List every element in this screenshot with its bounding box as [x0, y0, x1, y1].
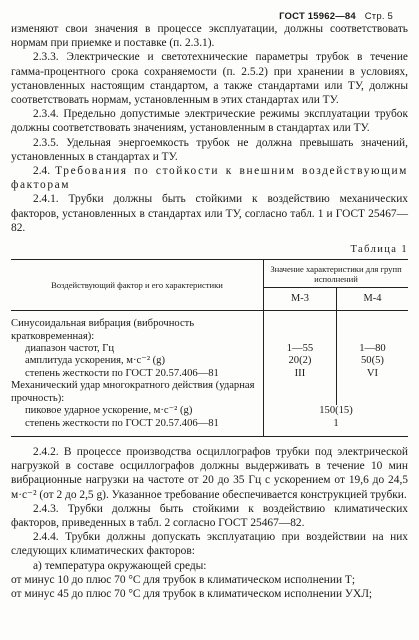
- table-cell: амплитуда ускорения, м·с⁻² (g): [25, 355, 166, 367]
- table-cell: 1—80: [336, 343, 408, 355]
- section-title: Требования по стойкости к внешним воздействующим факторам: [11, 165, 408, 192]
- paragraph: изменяют свои значения в процессе эксплуатации, должны соответствовать нормам при приемке и поставке (п. 2.3.1).: [11, 23, 408, 50]
- paragraph: 2.4.3. Трубки должны быть стойкими к воздействию климатических факторов, приведенных в табл. 2 согласно ГОСТ 25467—82.: [11, 502, 408, 529]
- table-caption: Таблица 1: [350, 244, 408, 256]
- table-cell: [264, 311, 337, 343]
- table-row: [11, 418, 408, 437]
- table-row: [11, 380, 408, 405]
- table-row: [11, 405, 408, 417]
- table-row: [11, 311, 408, 343]
- document-body: [11, 22, 408, 601]
- table-cell: 20(2): [264, 355, 337, 367]
- table-cell: VI: [336, 368, 408, 380]
- table-row: [11, 343, 408, 355]
- table-cell: 50(5): [336, 355, 408, 367]
- paragraph: 2.4.2. В процессе производства осциллографов трубки под электрической нагрузкой в составе осциллографов должны выдерживать в течение 10 мин вибрационные нагрузки на частоте от 20 до 35 Гц с ускорением от 19,6 до 24,5 м·с⁻² (от 2 до 2,5 g). Указанное требование обеспечивается конструкцией трубки.: [11, 445, 408, 501]
- table-cell: 1—55: [264, 343, 337, 355]
- page-number: Стр. 5: [364, 11, 393, 22]
- column-header-m4: М-4: [336, 288, 408, 311]
- paragraph: 2.3.4. Предельно допустимые электрические режимы эксплуатации трубок должны соответствовать значениям, установленным в стандартах или ТУ.: [11, 108, 408, 135]
- column-header-group: Значение характеристики для групп исполнений: [264, 260, 409, 288]
- table-cell-merged: 150(15): [264, 405, 409, 417]
- table-cell: степень жесткости по ГОСТ 20.57.406—81: [25, 367, 219, 379]
- standard-number: ГОСТ 15962—84: [279, 11, 356, 22]
- table-cell: пиковое ударное ускорение, м·с⁻² (g): [25, 405, 193, 417]
- table-row: [11, 355, 408, 367]
- paragraph: 2.3.5. Удельная энергоемкость трубок не должна превышать значений, установленных в стандартах и ТУ.: [11, 136, 408, 163]
- paragraph: а) температура окружающей среды:: [33, 559, 207, 572]
- table-cell: Механический удар многократного действия (ударная прочность):: [11, 380, 255, 404]
- table-cell: диапазон частот, Гц: [25, 343, 115, 355]
- table-cell: [336, 311, 408, 343]
- column-header-factor: Воздействующий фактор и его характеристики: [11, 260, 264, 311]
- mechanical-factors-table: [11, 259, 408, 437]
- paragraph: 2.4.1. Трубки должны быть стойкими к воздействию механических факторов, установленных в стандартах или ТУ, согласно табл. 1 и ГОСТ 25467—82.: [11, 193, 408, 234]
- table-cell: степень жесткости по ГОСТ 20.57.406—81: [11, 418, 264, 437]
- section-number: 2.4.: [33, 165, 51, 178]
- list-item: от минус 10 до плюс 70 °С для трубок в климатическом исполнении Т;: [11, 573, 356, 586]
- table-cell: [336, 380, 408, 405]
- table-cell-merged: 1: [264, 418, 409, 437]
- table-cell: [264, 380, 337, 405]
- paragraph: 2.4.4. Трубки должны допускать эксплуатацию при воздействии на них следующих климатических факторов:: [11, 531, 408, 558]
- column-header-m3: М-3: [264, 288, 337, 311]
- table-row: [11, 368, 408, 380]
- table-cell: III: [264, 368, 337, 380]
- table-cell: Синусоидальная вибрация (виброчность кратковременная):: [11, 318, 195, 342]
- section-heading: [11, 164, 408, 192]
- list-item: от минус 45 до плюс 70 °С для трубок в климатическом исполнении УХЛ;: [11, 587, 373, 600]
- paragraph: 2.3.3. Электрические и светотехнические параметры трубок в течение гамма-процентного срока сохраняемости (п. 2.5.2) при хранении в условиях, установленных настоящим стандартом, а также стандартами или ТУ, должны соответствовать нормам, установленным в этих стандартах или ТУ.: [11, 51, 408, 107]
